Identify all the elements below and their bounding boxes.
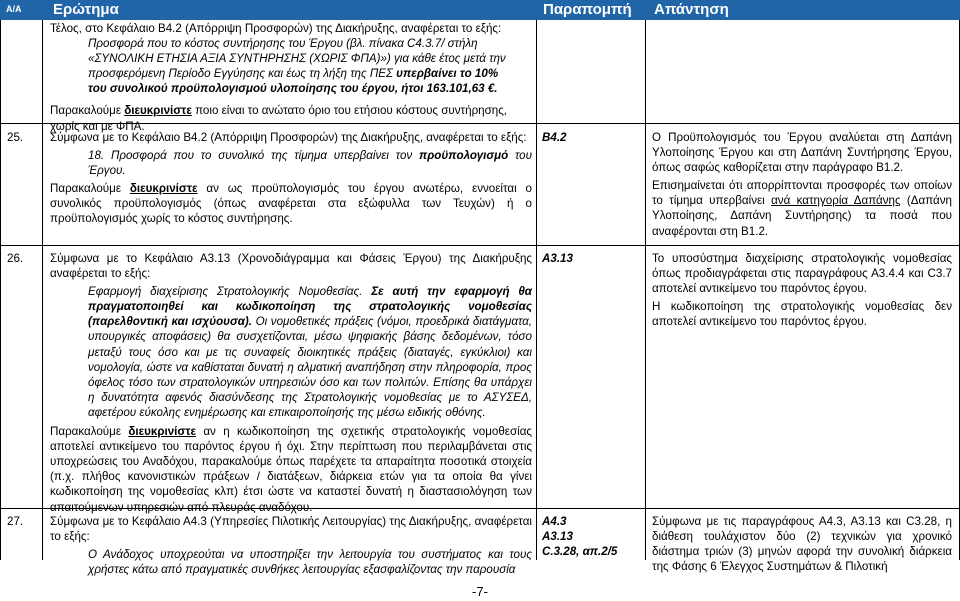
text: (Δαπάνη Υλοποίησης, Δαπάνη Συντήρησης) τα ποσά που αναφέρονται στη Β1.2. (652, 194, 952, 238)
row-26-quote (50, 284, 532, 420)
row-25-request (50, 181, 532, 226)
row-24-quote-bold: υπερβαίνει το 10% (396, 67, 499, 81)
emphasis: προϋπολογισμό (419, 149, 509, 163)
row-25-number: 25. (7, 131, 24, 144)
text: του Έργου. (88, 149, 532, 178)
row-24-question (50, 21, 532, 134)
row-26-question (50, 251, 532, 515)
row-27-answer-text: Σύμφωνα με τις παραγράφους Α4.3, Α3.13 και C3.28, η διάθεση τουλάχιστον δύο (2) τεχνικών για χρονικό διάστημα τριών (3) μηνών αφορά την συνολική διάρκεια της Φάσης 6 Έλεγχος Συστημάτων & Πιλοτική (652, 515, 952, 574)
text: Επισημαίνεται ότι απορρίπτονται προσφορές των οποίων το τίμημα υπερβαίνει (652, 179, 952, 208)
row-25-reference: Β4.2 (542, 131, 567, 144)
row-26-answer-text: Το υποσύστημα διαχείρισης στρατολογικής νομοθεσίας όπως προδιαγράφεται στις παραγράφους Α3.4.4 και C3.7 αποτελεί αντικείμενο του παρόντος έργου. (652, 252, 952, 296)
emphasis: Σε αυτή την εφαρμογή θα πραγματοποιηθεί και κωδικοποίηση της στρατολογικής νομοθεσίας (παρελθοντική και ισχύουσα). (88, 285, 532, 329)
row-24-quote-line (50, 66, 532, 81)
page-number: -7- (472, 584, 488, 599)
row-24-request (50, 103, 532, 118)
row-26-request (50, 424, 532, 515)
row-25-quote (50, 148, 532, 178)
row-27-quote: Ο Ανάδοχος υποχρεούται να υποστηρίξει την λειτουργία του συστήματος και τους χρήστες κάτω από πραγματικές συνθήκες λειτουργίας εξασφαλίζοντας την παρουσία (88, 548, 532, 577)
emphasis: διευκρινίστε (128, 425, 196, 439)
text: Παρακαλούμε (50, 104, 125, 118)
row-26-reference: Α3.13 (542, 252, 573, 265)
text: Παρακαλούμε (50, 182, 130, 196)
text: αν ως προϋπολογισμός του έργου ανωτέρω, εννοείται ο συνολικός προϋπολογισμός (όπως αναφέρεται στα εξώφυλλα των Τευχών) ή ο προϋπολογισμός χωρίς το κόστος συντήρησης. (50, 182, 532, 226)
text: 18. Προσφορά που το συνολικό της τίμημα υπερβαίνει τον (88, 149, 420, 163)
row-26-text: Σύμφωνα με το Κεφάλαιο Α3.13 (Χρονοδιάγραμμα και Φάσεις Έργου) της Διακήρυξης αναφέρεται το εξής: (50, 252, 532, 281)
reference-item: C.3.28, απ.2/5 (542, 545, 618, 559)
header-reference: Παραπομπή (543, 1, 632, 18)
row-24-quote-bold-line: του συνολικού προϋπολογισμού υλοποίησης του έργου, ήτοι 163.101,63 €. (88, 82, 498, 96)
header-answer: Απάντηση (654, 1, 729, 18)
text: ποιο είναι το ανώτατο όριο του ετήσιου κόστους συντήρησης, (191, 104, 508, 118)
row-24-quote-line: Προσφορά που το κόστος συντήρησης του Έργου (βλ. πίνακα C4.3.7/ στήλη (88, 37, 478, 51)
table-header (0, 0, 960, 20)
header-question: Ερώτημα (53, 1, 119, 18)
reference-item: Α4.3 (542, 515, 567, 528)
row-27-answer (652, 514, 952, 574)
row-27-text: Σύμφωνα με το Κεφάλαιο Α4.3 (Υπηρεσίες Πιλοτικής Λειτουργίας) της Διακήρυξης, αναφέρεται το εξής: (50, 515, 532, 544)
table-border-left (0, 20, 1, 560)
row-25-answer-text: Ο Προϋπολογισμός του Έργου αναλύεται στη Δαπάνη Υλοποίησης Έργου και στη Δαπάνη Συντήρησης Έργου, όπως σαφώς καθορίζεται στην παράγραφο Β1.2. (652, 131, 952, 175)
row-26-answer-note: Η κωδικοποίηση της στρατολογικής νομοθεσίας δεν αποτελεί αντικείμενο του παρόντος έργου. (652, 300, 952, 329)
row-27-number: 27. (7, 515, 24, 528)
text: Παρακαλούμε (50, 425, 129, 439)
text: Οι νομοθετικές πράξεις (νόμοι, προεδρικά διατάγματα, υπουργικές αποφάσεις) θα συσχετίζονται, μέσω ψηφιακής βάσης δεδομένων, τόσο μεταξύ τους όσο και με τις συναφείς διοικητικές πράξεις (διαταγές, εγκύκλιοι) και νομολογία, ώστε να καθίσταται δυνατή η αλματική αναπήδηση στην πληροφορία, προς όφελος τόσο των στρατολογικών υπηρεσιών όσο και των πολιτών. Επίσης θα υπάρχει η δυνατότητα αφενός διασύνδεσης της Στρατολογικής νομοθεσίας με το ΑΣΥΣΕΔ, αφετέρου εύκολης ενημέρωσης και επικαιροποίησής της μέσω ειδικής οθόνης. (88, 315, 532, 419)
column-divider-answer (645, 20, 646, 560)
header-aa: Α/Α (6, 4, 22, 14)
text: Εφαρμογή διαχείρισης Στρατολογικής Νομοθεσίας. (88, 285, 372, 299)
text: αν η κωδικοποίηση της σχετικής στρατολογικής νομοθεσίας αποτελεί αντικείμενο του παρόντος έργου ή όχι. Στην περίπτωση που περιλαμβάνεται στις υποχρεώσεις του Αναδόχου, παρακαλούμε όπως παρέχετε τα απαραίτητα ποσοτικά στοιχεία (π.χ. πλήθος κανονιστικών πράξεων / διατάξεων, διάρκεια ετών για τα οποία θα γίνει κωδικοποίηση της νομοθεσίας κλπ) έτσι ώστε να καταστεί δυνατή η διαστασιολόγηση των απαιτούμενων υπηρεσιών από πλευράς αναδόχου. (50, 425, 532, 514)
column-divider-question (42, 20, 43, 560)
row-26-number: 26. (7, 252, 24, 265)
emphasis: ανά κατηγορία Δαπάνης (771, 194, 901, 208)
row-divider-25 (0, 245, 960, 246)
row-27-question (50, 514, 532, 576)
emphasis: διευκρινίστε (129, 182, 198, 196)
row-25-answer-note (652, 178, 952, 238)
row-25-answer (652, 130, 952, 239)
row-25-question (50, 130, 532, 227)
row-24-request-end: χωρίς και με ΦΠΑ. (50, 119, 145, 133)
row-25-text: Σύμφωνα με το Κεφάλαιο Β4.2 (Απόρριψη Προσφορών) της Διακήρυξης, αναφέρεται το εξής: (50, 131, 527, 144)
row-27-reference (542, 514, 642, 559)
column-divider-reference (536, 20, 537, 560)
row-24-quote-line: «ΣΥΝΟΛΙΚΗ ΕΤΗΣΙΑ ΑΞΙΑ ΣΥΝΤΗΡΗΣΗΣ (ΧΩΡΙΣ ΦΠΑ)») για κάθε έτος μετά την (88, 52, 506, 66)
emphasis: διευκρινίστε (124, 104, 192, 118)
row-24-text: Τέλος, στο Κεφάλαιο Β4.2 (Απόρριψη Προσφορών) της Διακήρυξης, αναφέρεται το εξής: (50, 22, 502, 35)
row-24-quote-part: προσφερόμενη Περίοδο Εγγύησης και έως τη λήξη της ΠΕΣ (88, 67, 397, 81)
reference-item: Α3.13 (542, 530, 573, 544)
row-26-answer (652, 251, 952, 329)
